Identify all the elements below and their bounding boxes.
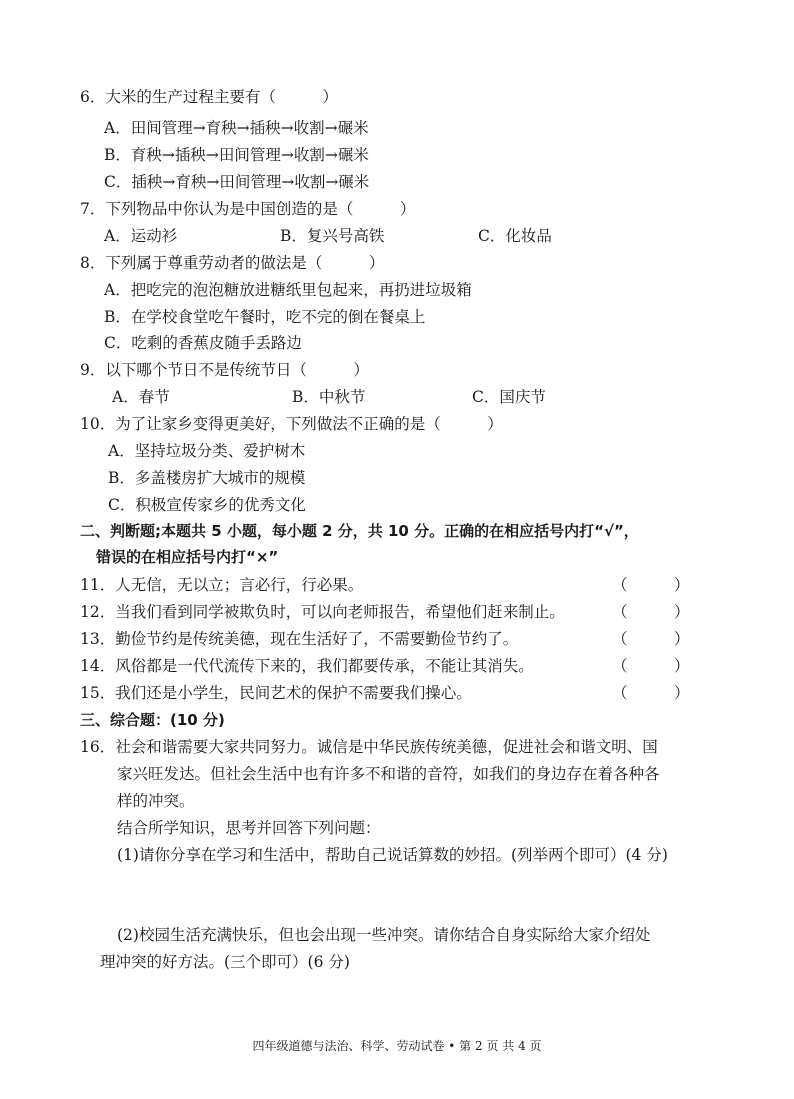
q9-stem: 9．以下哪个节日不是传统节日（ ） xyxy=(80,361,369,379)
q7-stem: 7．下列物品中你认为是中国创造的是（ ） xyxy=(80,200,416,218)
q7-option-c: C．化妆品 xyxy=(478,227,552,245)
q9-option-a: A．春节 xyxy=(112,388,170,406)
q6-option-c: C．插秧→育秧→田间管理→收割→碾米 xyxy=(104,173,370,191)
q6-stem: 6．大米的生产过程主要有（ ） xyxy=(80,88,338,106)
q10-option-b: B．多盖楼房扩大城市的规模 xyxy=(108,469,306,487)
q10-option-c: C．积极宣传家乡的优秀文化 xyxy=(108,496,306,514)
q16-line-3: 样的冲突。 xyxy=(117,792,195,810)
judge-item-12: 12．当我们看到同学被欺负时，可以向老师报告，希望他们赶来制止。 xyxy=(80,603,565,621)
judge-paren-14[interactable]: （ ） xyxy=(612,657,690,675)
section2-heading-cont: 错误的在相应括号内打“×” xyxy=(96,548,279,566)
q7-option-a: A．运动衫 xyxy=(104,227,178,245)
judge-paren-11[interactable]: （ ） xyxy=(612,576,690,594)
judge-item-13: 13．勤俭节约是传统美德，现在生活好了，不需要勤俭节约了。 xyxy=(80,630,519,648)
section3-heading: 三、综合题：(10 分) xyxy=(80,711,225,729)
judge-item-11: 11．人无信，无以立；言必行，行必果。 xyxy=(80,576,364,594)
judge-item-15: 15．我们还是小学生，民间艺术的保护不需要我们操心。 xyxy=(80,684,472,702)
q8-option-b: B．在学校食堂吃午餐时，吃不完的倒在餐桌上 xyxy=(104,308,426,326)
q16-line-2: 家兴旺发达。但社会生活中也有许多不和谐的音符，如我们的身边存在着各种各 xyxy=(117,765,660,783)
q6-option-a: A．田间管理→育秧→插秧→收割→碾米 xyxy=(104,119,369,137)
judge-paren-12[interactable]: （ ） xyxy=(612,603,690,621)
q6-option-b: B．育秧→插秧→田间管理→收割→碾米 xyxy=(104,146,369,164)
q9-option-b: B．中秋节 xyxy=(292,388,366,406)
q16-sub-question-2: (2)校园生活充满快乐，但也会出现一些冲突。请你结合自身实际给大家介绍处 xyxy=(117,926,651,944)
q7-option-b: B．复兴号高铁 xyxy=(280,227,385,245)
q8-option-a: A．把吃完的泡泡糖放进糖纸里包起来，再扔进垃圾箱 xyxy=(104,281,472,299)
judge-item-14: 14．风俗都是一代代流传下来的，我们都要传承，不能让其消失。 xyxy=(80,657,534,675)
q10-stem: 10．为了让家乡变得更美好，下列做法不正确的是（ ） xyxy=(80,415,503,433)
q10-option-a: A．坚持垃圾分类、爱护树木 xyxy=(108,442,306,460)
judge-paren-15[interactable]: （ ） xyxy=(612,684,690,702)
q16-sub-question-1: (1)请你分享在学习和生活中，帮助自己说话算数的妙招。(列举两个即可）(4 分) xyxy=(117,846,668,864)
q8-option-c: C．吃剩的香蕉皮随手丢路边 xyxy=(104,334,302,352)
q16-prompt: 结合所学知识，思考并回答下列问题： xyxy=(117,819,381,837)
q16-sub-question-2-cont: 理冲突的好方法。(三个即可）(6 分) xyxy=(100,953,350,971)
q8-stem: 8．下列属于尊重劳动者的做法是（ ） xyxy=(80,254,385,272)
q9-option-c: C．国庆节 xyxy=(472,388,546,406)
page-footer: 四年级道德与法治、科学、劳动试卷 • 第 2 页 共 4 页 xyxy=(252,1039,542,1053)
q16-line-1: 16．社会和谐需要大家共同努力。诚信是中华民族传统美德，促进社会和谐文明、国 xyxy=(80,738,658,756)
judge-paren-13[interactable]: （ ） xyxy=(612,630,690,648)
section2-heading: 二、判断题;本题共 5 小题，每小题 2 分，共 10 分。正确的在相应括号内打“√”， xyxy=(80,522,639,540)
